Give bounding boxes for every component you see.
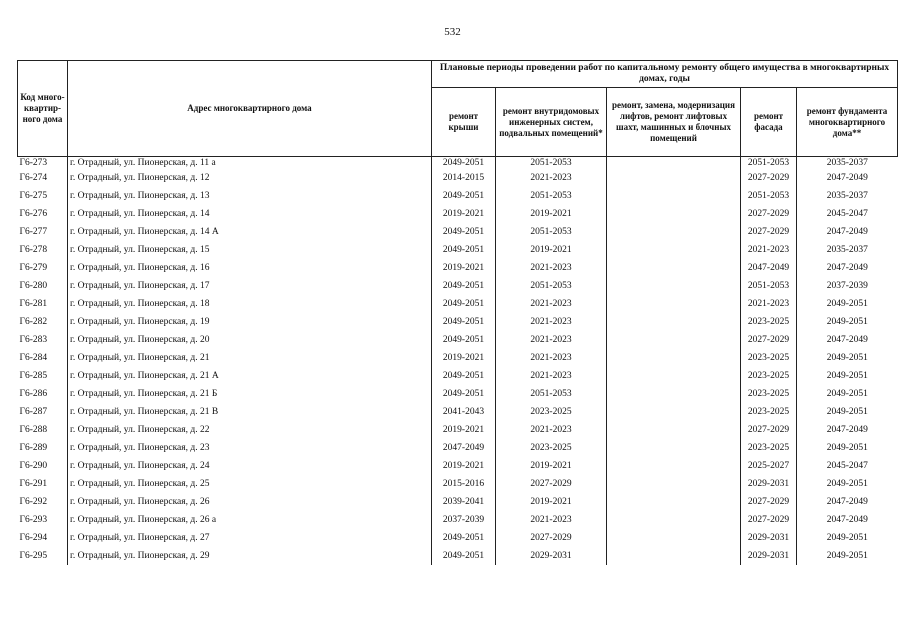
table-row: [18, 439, 898, 457]
cell-lifts: [607, 403, 741, 421]
cell-lifts: [607, 331, 741, 349]
cell-lifts: [607, 529, 741, 547]
header-foundation: ремонт фундамента многоквартирного дома**: [797, 88, 898, 157]
cell-systems: 2019-2021: [496, 205, 607, 223]
cell-address: г. Отрадный, ул. Пионерская, д. 20: [68, 331, 432, 349]
table-row: [18, 475, 898, 493]
cell-code: Г6-289: [18, 439, 68, 457]
cell-address: г. Отрадный, ул. Пионерская, д. 21 В: [68, 403, 432, 421]
cell-systems: 2021-2023: [496, 259, 607, 277]
cell-facade: 2023-2025: [741, 403, 797, 421]
cell-systems: 2021-2023: [496, 421, 607, 439]
cell-facade: 2027-2029: [741, 511, 797, 529]
cell-facade: 2023-2025: [741, 367, 797, 385]
table-row: [18, 349, 898, 367]
cell-lifts: [607, 349, 741, 367]
cell-facade: 2023-2025: [741, 313, 797, 331]
cell-code: Г6-294: [18, 529, 68, 547]
cell-code: Г6-287: [18, 403, 68, 421]
cell-foundation: 2035-2037: [826, 191, 868, 201]
cell-lifts: [607, 511, 741, 529]
cell-roof: 2019-2021: [432, 457, 496, 475]
cell-facade: 2027-2029: [741, 223, 797, 241]
cell-roof: 2019-2021: [432, 421, 496, 439]
table-row: [18, 259, 898, 277]
cell-code: Г6-275: [18, 187, 68, 205]
table-row: [18, 313, 898, 331]
cell-address: г. Отрадный, ул. Пионерская, д. 27: [68, 529, 432, 547]
cell-lifts: [607, 493, 741, 511]
table-row: [18, 367, 898, 385]
cell-code: Г6-293: [18, 511, 68, 529]
cell-address: г. Отрадный, ул. Пионерская, д. 18: [68, 295, 432, 313]
cell-address: г. Отрадный, ул. Пионерская, д. 19: [68, 313, 432, 331]
cell-code: Г6-295: [18, 547, 68, 565]
cell-roof: 2019-2021: [432, 205, 496, 223]
cell-code: Г6-291: [18, 475, 68, 493]
cell-foundation: 2047-2049: [826, 227, 868, 237]
cell-lifts: [607, 277, 741, 295]
cell-foundation: 2047-2049: [826, 263, 868, 273]
cell-systems: 2021-2023: [496, 367, 607, 385]
cell-code: Г6-292: [18, 493, 68, 511]
repair-schedule-table: [17, 60, 898, 565]
cell-code: Г6-278: [18, 241, 68, 259]
cell-lifts: [607, 385, 741, 403]
cell-foundation: 2049-2051: [826, 407, 868, 417]
header-code: Код много-квартир-ного дома: [18, 61, 68, 157]
cell-foundation: 2049-2051: [826, 479, 868, 489]
table-row: [18, 529, 898, 547]
cell-lifts: [607, 241, 741, 259]
cell-lifts: [607, 295, 741, 313]
cell-facade: 2027-2029: [741, 331, 797, 349]
cell-lifts: [607, 223, 741, 241]
cell-facade: 2021-2023: [741, 295, 797, 313]
table-row: [18, 241, 898, 259]
cell-address: г. Отрадный, ул. Пионерская, д. 17: [68, 277, 432, 295]
cell-address: г. Отрадный, ул. Пионерская, д. 15: [68, 241, 432, 259]
cell-code: Г6-279: [18, 259, 68, 277]
cell-systems: 2029-2031: [496, 547, 607, 565]
cell-roof: 2049-2051: [432, 277, 496, 295]
cell-foundation: 2049-2051: [826, 551, 868, 561]
cell-roof: 2014-2015: [432, 169, 496, 187]
cell-foundation: 2049-2051: [826, 533, 868, 543]
cell-foundation: 2035-2037: [826, 245, 868, 255]
cell-facade: 2029-2031: [741, 547, 797, 565]
cell-address: г. Отрадный, ул. Пионерская, д. 16: [68, 259, 432, 277]
table-row: [18, 385, 898, 403]
table-row: [18, 205, 898, 223]
cell-lifts: [607, 169, 741, 187]
cell-systems: 2021-2023: [496, 295, 607, 313]
cell-address: г. Отрадный, ул. Пионерская, д. 12: [68, 169, 432, 187]
cell-lifts: [607, 187, 741, 205]
cell-code: Г6-290: [18, 457, 68, 475]
cell-facade: 2051-2053: [741, 157, 797, 170]
cell-lifts: [607, 439, 741, 457]
cell-systems: 2027-2029: [496, 475, 607, 493]
cell-systems: 2021-2023: [496, 313, 607, 331]
header-facade: ремонт фасада: [741, 88, 797, 157]
cell-foundation: 2037-2039: [826, 281, 868, 291]
cell-address: г. Отрадный, ул. Пионерская, д. 21 А: [68, 367, 432, 385]
cell-lifts: [607, 475, 741, 493]
cell-foundation: 2049-2051: [826, 389, 868, 399]
table-row: [18, 547, 898, 565]
cell-roof: 2049-2051: [432, 367, 496, 385]
cell-systems: 2021-2023: [496, 511, 607, 529]
cell-roof: 2015-2016: [432, 475, 496, 493]
cell-facade: 2029-2031: [741, 475, 797, 493]
cell-roof: 2049-2051: [432, 331, 496, 349]
table-body: [18, 157, 898, 566]
cell-facade: 2029-2031: [741, 529, 797, 547]
cell-systems: 2019-2021: [496, 493, 607, 511]
cell-facade: 2021-2023: [741, 241, 797, 259]
cell-roof: 2049-2051: [432, 223, 496, 241]
cell-lifts: [607, 547, 741, 565]
cell-roof: 2049-2051: [432, 547, 496, 565]
table-row: [18, 223, 898, 241]
page-number: 532: [444, 26, 461, 38]
cell-code: Г6-288: [18, 421, 68, 439]
header-roof: ремонт крыши: [432, 88, 496, 157]
cell-address: г. Отрадный, ул. Пионерская, д. 26 а: [68, 511, 432, 529]
cell-foundation: 2045-2047: [826, 209, 868, 219]
header-lifts: ремонт, замена, модернизация лифтов, ремонт лифтовых шахт, машинных и блочных помещений: [607, 88, 741, 157]
cell-lifts: [607, 367, 741, 385]
cell-foundation: 2049-2051: [826, 443, 868, 453]
cell-address: г. Отрадный, ул. Пионерская, д. 25: [68, 475, 432, 493]
cell-foundation: 2049-2051: [826, 371, 868, 381]
header-planned-periods: Плановые периоды проведении работ по капитальному ремонту общего имущества в многоквартирных домах, годы: [432, 61, 898, 88]
cell-address: г. Отрадный, ул. Пионерская, д. 14 А: [68, 223, 432, 241]
table-row: [18, 493, 898, 511]
table-row: [18, 403, 898, 421]
table-row: [18, 511, 898, 529]
cell-roof: 2049-2051: [432, 529, 496, 547]
header-systems: ремонт внутридомовых инженерных систем, подвальных помещений*: [496, 88, 607, 157]
cell-systems: 2051-2053: [496, 187, 607, 205]
cell-code: Г6-283: [18, 331, 68, 349]
cell-lifts: [607, 259, 741, 277]
cell-code: Г6-277: [18, 223, 68, 241]
cell-facade: 2027-2029: [741, 421, 797, 439]
cell-systems: 2019-2021: [496, 457, 607, 475]
cell-foundation: 2047-2049: [826, 425, 868, 435]
cell-address: г. Отрадный, ул. Пионерская, д. 13: [68, 187, 432, 205]
cell-roof: 2049-2051: [432, 295, 496, 313]
cell-systems: 2051-2053: [496, 385, 607, 403]
cell-lifts: [607, 157, 741, 170]
cell-roof: 2049-2051: [432, 241, 496, 259]
cell-facade: 2027-2029: [741, 493, 797, 511]
cell-facade: 2051-2053: [741, 187, 797, 205]
cell-roof: 2049-2051: [432, 385, 496, 403]
cell-roof: 2049-2051: [432, 313, 496, 331]
cell-foundation: 2049-2051: [826, 353, 868, 363]
cell-code: Г6-274: [18, 169, 68, 187]
cell-roof: 2039-2041: [432, 493, 496, 511]
cell-roof: 2049-2051: [432, 157, 496, 170]
cell-facade: 2051-2053: [741, 277, 797, 295]
cell-address: г. Отрадный, ул. Пионерская, д. 21: [68, 349, 432, 367]
cell-code: Г6-276: [18, 205, 68, 223]
table-row: [18, 277, 898, 295]
cell-roof: 2041-2043: [432, 403, 496, 421]
table-row: [18, 157, 898, 170]
cell-roof: 2049-2051: [432, 187, 496, 205]
cell-facade: 2027-2029: [741, 205, 797, 223]
cell-foundation: 2047-2049: [826, 335, 868, 345]
cell-foundation: 2047-2049: [826, 515, 868, 525]
cell-foundation: 2049-2051: [826, 317, 868, 327]
cell-systems: 2051-2053: [496, 157, 607, 170]
cell-facade: 2047-2049: [741, 259, 797, 277]
cell-facade: 2023-2025: [741, 385, 797, 403]
cell-facade: 2023-2025: [741, 349, 797, 367]
cell-address: г. Отрадный, ул. Пионерская, д. 23: [68, 439, 432, 457]
cell-address: г. Отрадный, ул. Пионерская, д. 24: [68, 457, 432, 475]
table-row: [18, 457, 898, 475]
cell-facade: 2027-2029: [741, 169, 797, 187]
cell-foundation: 2045-2047: [826, 461, 868, 471]
header-address: Адрес многоквартирного дома: [68, 61, 432, 157]
cell-code: Г6-273: [18, 157, 68, 170]
table-row: [18, 169, 898, 187]
cell-systems: 2021-2023: [496, 349, 607, 367]
cell-foundation: 2047-2049: [826, 173, 868, 183]
cell-foundation: 2047-2049: [826, 497, 868, 507]
cell-roof: 2037-2039: [432, 511, 496, 529]
cell-lifts: [607, 457, 741, 475]
cell-systems: 2019-2021: [496, 241, 607, 259]
cell-code: Г6-284: [18, 349, 68, 367]
cell-systems: 2027-2029: [496, 529, 607, 547]
cell-systems: 2021-2023: [496, 331, 607, 349]
cell-code: Г6-281: [18, 295, 68, 313]
cell-roof: 2047-2049: [432, 439, 496, 457]
cell-address: г. Отрадный, ул. Пионерская, д. 11 а: [68, 157, 432, 170]
cell-facade: 2025-2027: [741, 457, 797, 475]
table-row: [18, 331, 898, 349]
cell-address: г. Отрадный, ул. Пионерская, д. 22: [68, 421, 432, 439]
cell-address: г. Отрадный, ул. Пионерская, д. 21 Б: [68, 385, 432, 403]
table-row: [18, 421, 898, 439]
cell-lifts: [607, 313, 741, 331]
cell-systems: 2023-2025: [496, 439, 607, 457]
cell-systems: 2051-2053: [496, 223, 607, 241]
cell-foundation: 2049-2051: [826, 299, 868, 309]
cell-code: Г6-286: [18, 385, 68, 403]
table-row: [18, 295, 898, 313]
cell-systems: 2021-2023: [496, 169, 607, 187]
cell-systems: 2051-2053: [496, 277, 607, 295]
cell-code: Г6-282: [18, 313, 68, 331]
cell-address: г. Отрадный, ул. Пионерская, д. 26: [68, 493, 432, 511]
cell-lifts: [607, 421, 741, 439]
cell-roof: 2019-2021: [432, 259, 496, 277]
table-row: [18, 187, 898, 205]
cell-facade: 2023-2025: [741, 439, 797, 457]
cell-lifts: [607, 205, 741, 223]
cell-address: г. Отрадный, ул. Пионерская, д. 29: [68, 547, 432, 565]
cell-roof: 2019-2021: [432, 349, 496, 367]
cell-foundation: 2035-2037: [826, 158, 868, 168]
cell-code: Г6-280: [18, 277, 68, 295]
cell-code: Г6-285: [18, 367, 68, 385]
cell-systems: 2023-2025: [496, 403, 607, 421]
cell-address: г. Отрадный, ул. Пионерская, д. 14: [68, 205, 432, 223]
